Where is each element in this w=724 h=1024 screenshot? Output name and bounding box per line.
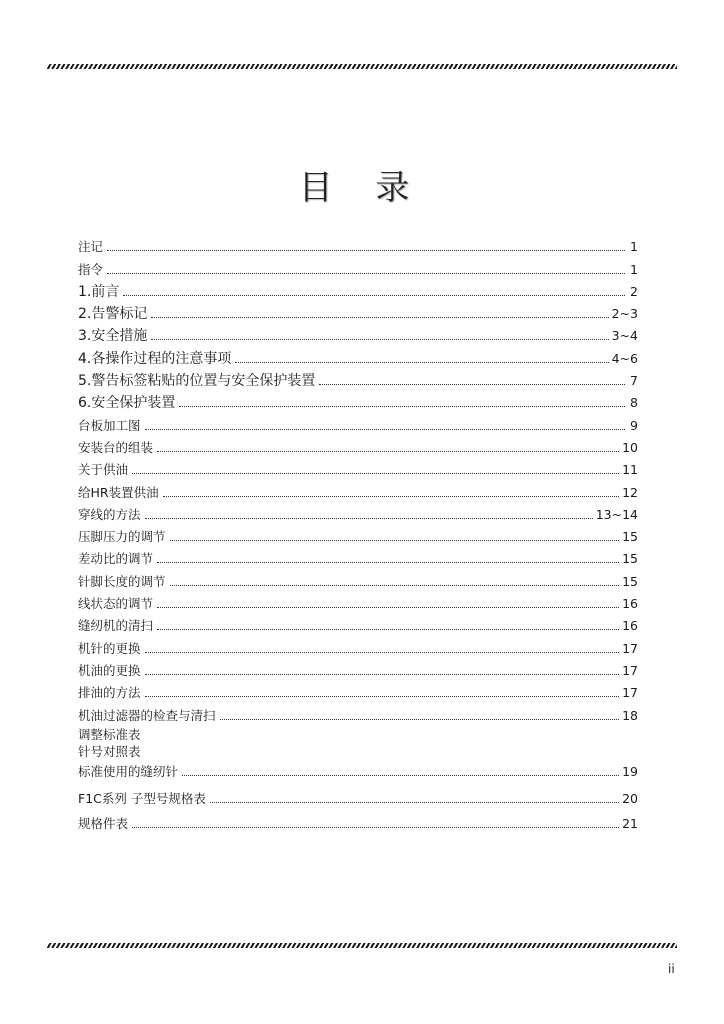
leader-dots (145, 695, 620, 697)
toc-page: 15 (622, 529, 638, 545)
page-title: 目 录 (298, 168, 426, 208)
toc-entry[interactable] (78, 590, 638, 612)
leader-dots (157, 561, 619, 563)
table-of-contents (78, 233, 638, 832)
toc-entry[interactable] (78, 545, 638, 567)
toc-entry[interactable] (78, 679, 638, 701)
toc-entry[interactable] (78, 300, 638, 322)
toc-page: 15 (622, 551, 638, 567)
toc-label: 3.安全措施 (78, 328, 148, 345)
toc-page: 1 (630, 261, 638, 277)
toc-label: 机油的更换 (78, 662, 141, 678)
toc-entry[interactable] (78, 456, 638, 478)
toc-label: 机油过滤器的检查与清扫 (78, 707, 216, 723)
leader-dots (145, 651, 620, 653)
toc-page: 17 (622, 662, 638, 678)
leader-dots (182, 774, 619, 776)
toc-entry[interactable] (78, 255, 638, 277)
leader-dots (123, 294, 625, 296)
toc-label: 针脚长度的调节 (78, 573, 166, 589)
toc-label: 给HR装置供油 (78, 484, 159, 500)
leader-dots (235, 361, 608, 363)
toc-entry[interactable] (78, 411, 638, 433)
toc-page: 2 (630, 283, 638, 299)
leader-dots (170, 539, 620, 541)
page-number: ii (668, 962, 675, 976)
toc-page: 16 (622, 618, 638, 634)
toc-label: 线状态的调节 (78, 596, 154, 612)
toc-plain-line[interactable]: 调整标准表 (78, 726, 141, 742)
toc-page: 3~4 (611, 328, 638, 344)
toc-entry[interactable] (78, 780, 638, 807)
toc-label: 机针的更换 (78, 640, 141, 656)
toc-entry[interactable] (78, 501, 638, 523)
toc-entry[interactable] (78, 807, 638, 832)
leader-dots (132, 472, 619, 474)
toc-page: 10 (622, 439, 638, 455)
leader-dots (157, 450, 619, 452)
leader-dots (107, 249, 625, 251)
leader-dots (163, 495, 620, 497)
toc-entry[interactable] (78, 278, 638, 300)
toc-label: 排油的方法 (78, 685, 141, 701)
toc-page: 17 (622, 640, 638, 656)
toc-page: 8 (630, 395, 638, 411)
leader-dots (170, 584, 620, 586)
toc-entry[interactable] (78, 612, 638, 634)
toc-page: 18 (622, 707, 638, 723)
toc-page: 19 (622, 763, 638, 779)
toc-label: 5.警告标签粘贴的位置与安全保护装置 (78, 373, 316, 390)
toc-label: 2.告警标记 (78, 306, 148, 323)
leader-dots (145, 673, 620, 675)
toc-page: 12 (622, 484, 638, 500)
toc-entry[interactable] (78, 434, 638, 456)
leader-dots (145, 428, 625, 430)
toc-label: 1.前言 (78, 283, 120, 300)
leader-dots (220, 718, 620, 720)
toc-label: 6.安全保护装置 (78, 395, 176, 412)
toc-entry[interactable] (78, 478, 638, 500)
leader-dots (145, 517, 593, 519)
toc-page: 11 (622, 462, 638, 478)
leader-dots (151, 316, 608, 318)
top-rule (47, 64, 677, 69)
toc-label: 穿线的方法 (78, 506, 141, 522)
toc-page: 20 (622, 790, 638, 806)
toc-label: 台板加工图 (78, 417, 141, 433)
toc-page: 1 (630, 239, 638, 255)
toc-page: 15 (622, 573, 638, 589)
leader-dots (157, 606, 619, 608)
leader-dots (319, 383, 625, 385)
toc-page: 16 (622, 596, 638, 612)
toc-entry[interactable] (78, 567, 638, 589)
leader-dots (151, 338, 608, 340)
toc-page: 2~3 (611, 306, 638, 322)
toc-page: 9 (630, 417, 638, 433)
toc-label: 注记 (78, 239, 104, 255)
toc-label: 安装台的组装 (78, 439, 154, 455)
toc-entry[interactable] (78, 657, 638, 679)
toc-page: 13~14 (595, 506, 638, 522)
toc-label: 关于供油 (78, 462, 129, 478)
toc-entry[interactable] (78, 634, 638, 656)
leader-dots (179, 405, 625, 407)
toc-entry[interactable] (78, 367, 638, 389)
toc-plain-line[interactable]: 针号对照表 (78, 743, 141, 759)
toc-entry[interactable] (78, 389, 638, 411)
toc-entry[interactable] (78, 233, 638, 255)
toc-page: 21 (622, 815, 638, 831)
toc-page: 7 (630, 373, 638, 389)
toc-page: 4~6 (611, 350, 638, 366)
bottom-rule (47, 943, 677, 948)
toc-entry[interactable] (78, 344, 638, 366)
toc-label: 缝纫机的清扫 (78, 618, 154, 634)
leader-dots (210, 801, 619, 803)
toc-entry[interactable] (78, 523, 638, 545)
leader-dots (107, 272, 625, 274)
toc-entry[interactable] (78, 701, 638, 723)
toc-label: F1C系列 子型号规格表 (78, 790, 206, 806)
toc-label: 压脚压力的调节 (78, 529, 166, 545)
toc-label: 规格件表 (78, 815, 129, 831)
toc-entry[interactable] (78, 322, 638, 344)
toc-label: 差动比的调节 (78, 551, 154, 567)
leader-dots (157, 628, 619, 630)
toc-label: 标准使用的缝纫针 (78, 763, 179, 779)
toc-page: 17 (622, 685, 638, 701)
toc-label: 指令 (78, 261, 104, 277)
toc-entry[interactable] (78, 761, 638, 780)
leader-dots (132, 826, 619, 828)
toc-label: 4.各操作过程的注意事项 (78, 350, 232, 367)
